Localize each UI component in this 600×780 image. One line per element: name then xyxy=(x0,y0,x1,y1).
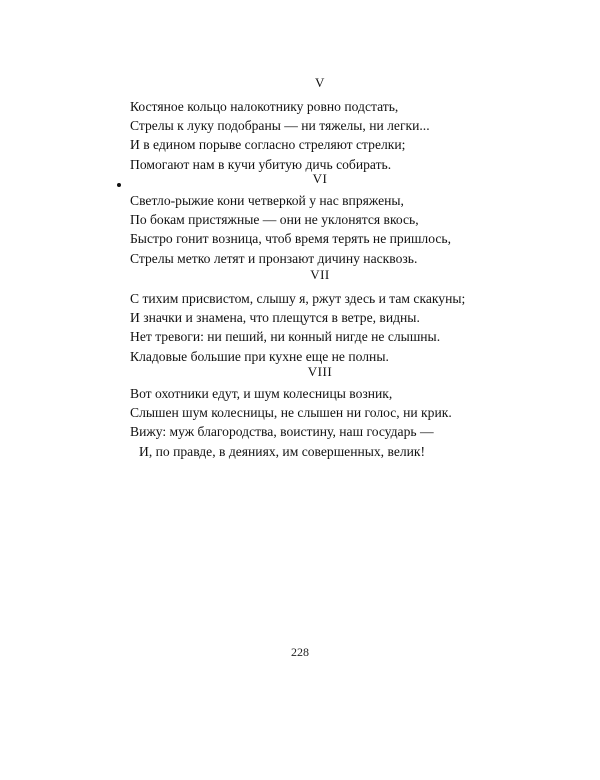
verse-line: Вижу: муж благородства, воистину, наш государь — xyxy=(130,424,434,440)
stanza-lines xyxy=(130,289,510,366)
stanza-numeral: VI xyxy=(312,171,328,186)
stanza-lines xyxy=(130,384,510,461)
stanza-numeral: VIII xyxy=(307,364,333,379)
stanza-numeral: VII xyxy=(310,267,330,282)
verse-line: Костяное кольцо налокотнику ровно подстать, xyxy=(130,99,399,114)
verse-line: С тихим присвистом, слышу я, ржут здесь и там скакуны; xyxy=(130,291,466,306)
verse-line: Стрелы метко летят и пронзают дичину насквозь. xyxy=(130,250,418,266)
verse-line: По бокам пристяжные — они не уклонятся вкось, xyxy=(130,212,419,228)
stanza-lines xyxy=(130,97,510,174)
verse-line: Светло-рыжие кони четверкой у нас впряжены, xyxy=(130,193,404,208)
page-number: 228 xyxy=(291,645,309,659)
verse-line: Кладовые большие при кухне еще не полны. xyxy=(130,348,389,364)
stanza-lines xyxy=(130,191,510,268)
verse-line: Вот охотники едут, и шум колесницы возник, xyxy=(130,386,393,401)
stanza-numeral: V xyxy=(315,75,325,90)
margin-dot xyxy=(117,183,121,187)
verse-line: И в едином порыве согласно стреляют стрелки; xyxy=(130,137,406,153)
verse-line: Стрелы к луку подобраны — ни тяжелы, ни легки... xyxy=(130,118,430,134)
verse-line: Слышен шум колесницы, не слышен ни голос, ни крик. xyxy=(130,405,452,421)
verse-line: И, по правде, в деяниях, им совершенных, велик! xyxy=(139,443,426,459)
verse-line: Нет тревоги: ни пеший, ни конный нигде не слышны. xyxy=(130,329,441,345)
verse-line: И значки и знамена, что плещутся в ветре, видны. xyxy=(130,310,420,326)
verse-line: Быстро гонит возница, чтоб время терять не пришлось, xyxy=(130,231,451,247)
verse-line: Помогают нам в кучи убитую дичь собирать. xyxy=(130,156,392,172)
